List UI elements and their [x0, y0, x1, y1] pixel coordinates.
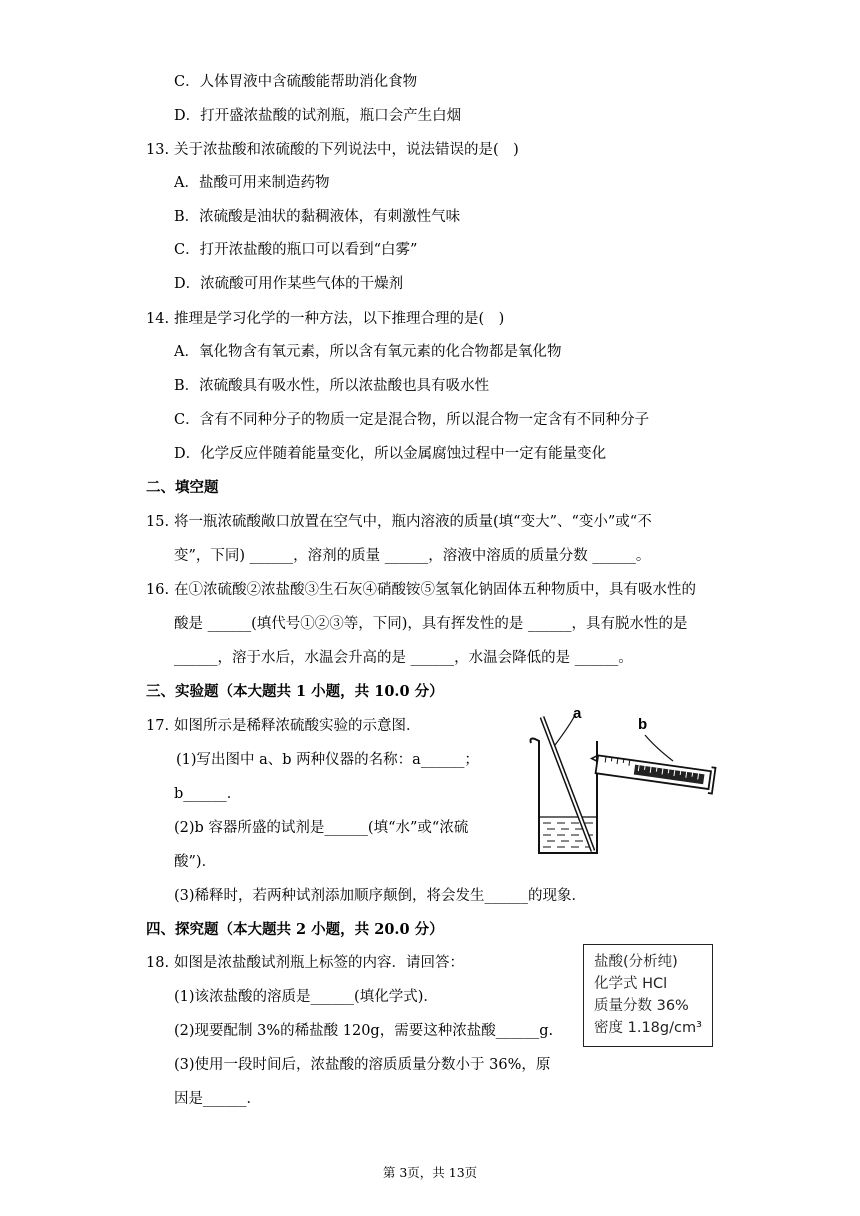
question-17	[146, 716, 421, 736]
page-footer: 第 3页，共 13页	[382, 1165, 478, 1180]
q12-option-c: C．人体胃液中含硫酸能帮助消化食物	[174, 74, 418, 90]
q17-part-1-cont: b______．	[174, 786, 242, 802]
question-number: 15.	[146, 514, 170, 530]
q18-part-1: (1)该浓盐酸的溶质是______(填化学式)．	[174, 989, 438, 1005]
q13-option-c: C．打开浓盐酸的瓶口可以看到“白雾”	[174, 242, 418, 258]
section-heading-experiment: 三、实验题（本大题共 1 小题，共 10.0 分）	[146, 683, 444, 700]
q16-continuation-2: ______，溶于水后，水温会升高的是 ______，水温会降低的是 ______。	[174, 650, 633, 666]
q17-part-3: (3)稀释时，若两种试剂添加顺序颠倒，将会发生______的现象．	[174, 888, 587, 904]
q17-part-1: (1)写出图中 a、b 两种仪器的名称：a______；	[176, 752, 479, 768]
q15-continuation: 变”，下同) ______，溶剂的质量 ______，溶液中溶质的质量分数 ______。	[174, 548, 651, 564]
section-heading-inquiry: 四、探究题（本大题共 2 小题，共 20.0 分）	[146, 921, 444, 938]
question-13	[146, 140, 519, 160]
question-16	[146, 580, 696, 600]
question-text: 推理是学习化学的一种方法，以下推理合理的是( )	[174, 311, 505, 327]
question-text: 如图是浓盐酸试剂瓶上标签的内容．请回答：	[174, 955, 464, 971]
question-number: 13.	[146, 142, 170, 158]
q18-part-3-cont: 因是______．	[174, 1091, 261, 1107]
q14-option-d: D．化学反应伴随着能量变化，所以金属腐蚀过程中一定有能量变化	[174, 446, 607, 462]
question-15	[146, 512, 652, 532]
reagent-label-box	[583, 944, 713, 1047]
question-text: 将一瓶浓硫酸敞口放置在空气中，瓶内溶液的质量(填“变大”、“变小”或“不	[174, 514, 652, 530]
q17-part-2: (2)b 容器所盛的试剂是______(填“水”或“浓硫	[174, 820, 469, 836]
reagent-label-mass-fraction: 质量分数 36%	[594, 998, 689, 1014]
label-a: a	[573, 705, 582, 722]
q18-part-2: (2)现要配制 3%的稀盐酸 120g，需要这种浓盐酸______g.	[174, 1023, 554, 1039]
q12-option-d: D．打开盛浓盐酸的试剂瓶，瓶口会产生白烟	[174, 108, 462, 124]
q14-option-a: A．氧化物含有氧元素，所以含有氧元素的化合物都是氧化物	[174, 344, 562, 360]
q17-part-2-cont: 酸”)．	[174, 854, 217, 870]
reagent-label-formula: 化学式 HCl	[594, 976, 668, 992]
question-number: 17.	[146, 718, 170, 734]
q14-option-b: B．浓硫酸具有吸水性，所以浓盐酸也具有吸水性	[174, 378, 490, 394]
graduated-cylinder	[589, 735, 715, 794]
section-heading-fill-blank: 二、填空题	[146, 479, 219, 496]
q14-option-c: C．含有不同种分子的物质一定是混合物，所以混合物一定含有不同种分子	[174, 412, 650, 428]
question-number: 16.	[146, 582, 170, 598]
reagent-label-name: 盐酸(分析纯)	[594, 954, 678, 970]
q18-part-3: (3)使用一段时间后，浓盐酸的溶质质量分数小于 36%，原	[174, 1057, 551, 1073]
question-text: 在①浓硫酸②浓盐酸③生石灰④硝酸铵⑤氢氧化钠固体五种物质中，具有吸水性的	[174, 582, 696, 598]
question-number: 14.	[146, 311, 170, 327]
q13-option-b: B．浓硫酸是油状的黏稠液体，有刺激性气味	[174, 209, 461, 225]
q13-option-a: A．盐酸可用来制造药物	[174, 175, 330, 191]
dilution-apparatus-figure	[525, 705, 730, 860]
question-14	[146, 309, 504, 329]
reagent-label-density: 密度 1.18g/cm³	[594, 1020, 702, 1036]
question-text: 如图所示是稀释浓硫酸实验的示意图．	[174, 718, 421, 734]
label-b: b	[638, 716, 648, 733]
question-18	[146, 953, 464, 973]
q16-continuation-1: 酸是 ______(填代号①②③等，下同)，具有挥发性的是 ______，具有脱水性的是	[174, 616, 688, 632]
question-text: 关于浓盐酸和浓硫酸的下列说法中，说法错误的是( )	[174, 142, 519, 158]
question-number: 18.	[146, 955, 170, 971]
q13-option-d: D．浓硫酸可用作某些气体的干燥剂	[174, 276, 404, 292]
